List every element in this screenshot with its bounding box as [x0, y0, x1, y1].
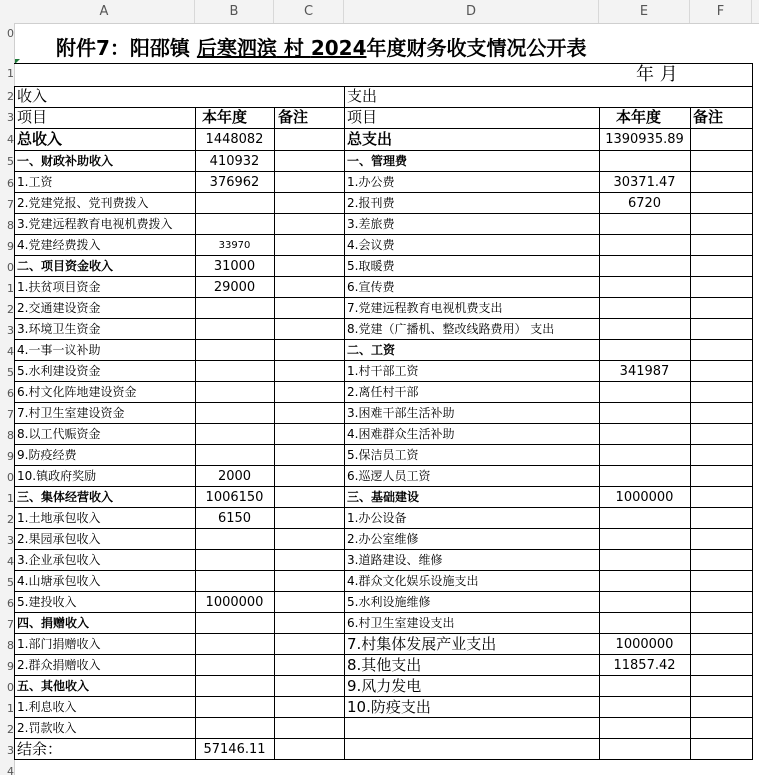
grid-line — [14, 696, 752, 697]
grid-line — [14, 423, 752, 424]
grid-line — [14, 507, 752, 508]
row-number[interactable]: 9 — [7, 450, 14, 463]
expense-item-value — [599, 277, 690, 298]
expense-item-value — [599, 676, 690, 697]
income-item-label: 9.防疫经费 — [17, 448, 77, 462]
grid-line — [14, 612, 752, 613]
row-number[interactable]: 3 — [7, 324, 14, 337]
row-number[interactable]: 1 — [7, 702, 14, 715]
spreadsheet-grid[interactable] — [14, 23, 759, 775]
expense-item-label: 7.村集体发展产业支出 — [347, 635, 497, 653]
income-item-value — [195, 340, 274, 361]
expense-item-label: 6.宣传费 — [347, 280, 395, 294]
income-item-value: 2000 — [217, 469, 252, 484]
expense-item-label — [344, 718, 599, 739]
row-number[interactable]: 7 — [7, 198, 14, 211]
grid-line — [14, 381, 752, 382]
expense-item-value: 6720 — [627, 196, 662, 211]
income-item-value: 376962 — [209, 175, 260, 190]
grid-line — [14, 633, 752, 634]
total-income-value: 1448082 — [205, 132, 264, 147]
expense-item-value — [599, 424, 690, 445]
grid-line — [14, 276, 752, 277]
income-item-value — [195, 298, 274, 319]
income-item-label: 4.山塘承包收入 — [17, 574, 101, 588]
expense-item-value — [599, 697, 690, 718]
income-item-label: 5.建投收入 — [17, 595, 77, 609]
grid-line — [599, 107, 600, 760]
grid-line — [14, 150, 752, 151]
row-number[interactable]: 5 — [7, 366, 14, 379]
expense-item-value — [599, 571, 690, 592]
row-number[interactable]: 6 — [7, 177, 14, 190]
income-item-value: 33970 — [218, 240, 251, 251]
expense-item-label: 6.巡逻人员工资 — [347, 469, 431, 483]
expense-item-value — [599, 403, 690, 424]
grid-line — [274, 107, 275, 760]
expense-item-value — [599, 340, 690, 361]
grid-line — [14, 549, 752, 550]
income-item-value — [195, 655, 274, 676]
expense-item-label: 3.困难干部生活补助 — [347, 406, 455, 420]
expense-item-value — [599, 151, 690, 172]
income-item-label: 5.水利建设资金 — [17, 364, 101, 378]
income-item-value — [195, 571, 274, 592]
grid-line — [14, 192, 752, 193]
expense-item-value — [599, 256, 690, 277]
income-item-label: 2.群众捐赠收入 — [17, 658, 101, 672]
row-number[interactable]: 3 — [7, 534, 14, 547]
expense-item-value — [599, 214, 690, 235]
expense-item-value: 1000000 — [615, 637, 674, 652]
income-item-label: 1.利息收入 — [17, 700, 77, 714]
expense-item-label: 9.风力发电 — [347, 677, 422, 695]
income-item-value — [195, 424, 274, 445]
grid-line — [14, 360, 752, 361]
income-item-label: 8.以工代赈资金 — [17, 427, 101, 441]
income-item-value — [195, 676, 274, 697]
income-item-label: 2.党建党报、党刊费拨入 — [17, 196, 149, 210]
grid-line — [14, 339, 752, 340]
column-header-bar — [0, 0, 759, 24]
income-item-header: 项目 — [17, 108, 48, 126]
expense-item-label: 3.道路建设、维修 — [347, 553, 443, 567]
income-item-value — [195, 634, 274, 655]
grid-line — [690, 107, 691, 760]
row-number[interactable]: 8 — [7, 429, 14, 442]
grid-line — [14, 654, 752, 655]
grid-line — [14, 86, 15, 760]
expense-item-label: 7.党建远程教育电视机费支出 — [347, 301, 503, 315]
grid-line — [14, 486, 752, 487]
row-number[interactable]: 3 — [7, 111, 14, 124]
income-section-label: 收入 — [17, 87, 48, 105]
row-number[interactable]: 4 — [7, 555, 14, 568]
expense-item-value — [599, 739, 690, 760]
expense-item-value — [599, 508, 690, 529]
expense-item-label: 1.办公设备 — [347, 511, 407, 525]
grid-line — [14, 107, 752, 108]
column-header-a[interactable]: A — [14, 0, 195, 23]
income-item-value — [195, 445, 274, 466]
row-number[interactable]: 1 — [7, 67, 14, 80]
income-item-label: 2.罚款收入 — [17, 721, 77, 735]
date-line: 年 月 — [636, 64, 678, 85]
row-number[interactable]: 0 — [7, 681, 14, 694]
income-item-label: 一、财政补助收入 — [17, 154, 114, 168]
income-item-label: 4.党建经费拨入 — [17, 238, 101, 252]
income-item-value: 6150 — [217, 511, 252, 526]
expense-item-value — [599, 466, 690, 487]
grid-line — [14, 128, 752, 129]
income-item-value — [195, 214, 274, 235]
expense-item-label: 二、工资 — [347, 343, 396, 357]
expense-item-label: 10.防疫支出 — [347, 698, 431, 716]
expense-item-label: 2.办公室维修 — [347, 532, 419, 546]
income-item-label: 1.工资 — [17, 175, 53, 189]
expense-item-value: 30371.47 — [613, 175, 676, 190]
income-item-label: 结余： — [17, 740, 63, 758]
row-number[interactable]: 4 — [7, 133, 14, 146]
total-expense-label: 总支出 — [347, 130, 393, 148]
row-number[interactable]: 5 — [7, 155, 14, 168]
income-item-label: 1.扶贫项目资金 — [17, 280, 101, 294]
income-item-value — [195, 382, 274, 403]
row-number[interactable]: 2 — [7, 303, 14, 316]
expense-item-label: 5.水利设施维修 — [347, 595, 431, 609]
grid-line — [14, 402, 752, 403]
row-number[interactable]: 0 — [7, 471, 14, 484]
grid-line — [14, 675, 752, 676]
income-item-value: 29000 — [213, 280, 256, 295]
income-item-value: 1006150 — [205, 490, 264, 505]
grid-line — [14, 570, 752, 571]
income-item-label: 三、集体经营收入 — [17, 490, 114, 504]
grid-line — [752, 63, 753, 760]
row-number[interactable]: 1 — [7, 492, 14, 505]
income-item-value — [195, 613, 274, 634]
expense-item-value — [599, 298, 690, 319]
expense-item-header: 项目 — [347, 108, 378, 126]
row-number[interactable]: 8 — [7, 639, 14, 652]
grid-line — [14, 738, 752, 739]
income-item-label: 6.村文化阵地建设资金 — [17, 385, 137, 399]
income-item-value — [195, 403, 274, 424]
row-number[interactable]: 6 — [7, 387, 14, 400]
expense-item-value: 341987 — [619, 364, 670, 379]
income-item-label: 二、项目资金收入 — [17, 259, 114, 273]
expense-item-label: 6.村卫生室建设支出 — [347, 616, 455, 630]
income-item-value — [195, 193, 274, 214]
income-item-value: 410932 — [209, 154, 260, 169]
income-item-label: 四、捐赠收入 — [17, 616, 90, 630]
income-item-label: 1.部门捐赠收入 — [17, 637, 101, 651]
income-item-label: 4.一事一议补助 — [17, 343, 101, 357]
expense-current-year-header: 本年度 — [616, 108, 662, 126]
grid-line — [195, 107, 196, 760]
grid-line — [14, 86, 752, 87]
row-number[interactable]: 4 — [7, 765, 14, 775]
income-item-label: 1.土地承包收入 — [17, 511, 101, 525]
income-item-label: 7.村卫生室建设资金 — [17, 406, 125, 420]
row-number[interactable]: 5 — [7, 576, 14, 589]
grid-line — [14, 297, 752, 298]
income-item-value: 57146.11 — [203, 742, 266, 757]
expense-item-value — [599, 382, 690, 403]
income-item-value — [195, 550, 274, 571]
grid-line — [14, 759, 752, 760]
expense-item-label: 一、管理费 — [347, 154, 408, 168]
row-number[interactable]: 7 — [7, 408, 14, 421]
income-item-value — [195, 697, 274, 718]
expense-item-label: 1.村干部工资 — [347, 364, 419, 378]
grid-line — [14, 213, 752, 214]
column-header-c[interactable]: C — [274, 0, 344, 23]
expense-item-label: 4.群众文化娱乐设施支出 — [347, 574, 479, 588]
income-item-label: 3.党建远程教育电视机费拨入 — [17, 217, 173, 231]
expense-item-value — [599, 592, 690, 613]
expense-item-label: 4.困难群众生活补助 — [347, 427, 455, 441]
row-number[interactable]: 7 — [7, 618, 14, 631]
grid-line — [14, 528, 752, 529]
total-expense-value: 1390935.89 — [605, 132, 684, 147]
row-number[interactable]: 6 — [7, 597, 14, 610]
column-header-e[interactable]: E — [599, 0, 690, 23]
grid-line — [14, 63, 752, 64]
expense-item-value — [599, 529, 690, 550]
income-item-value — [195, 718, 274, 739]
expense-item-label: 8.党建（广播机、整改线路费用） 支出 — [347, 322, 555, 336]
row-number[interactable]: 9 — [7, 240, 14, 253]
expense-item-value: 11857.42 — [613, 658, 676, 673]
row-number[interactable]: 2 — [7, 513, 14, 526]
expense-section-label: 支出 — [347, 87, 378, 105]
income-item-value — [195, 529, 274, 550]
row-number[interactable]: 0 — [7, 27, 14, 40]
row-header-bar — [0, 23, 15, 775]
expense-item-value — [599, 613, 690, 634]
expense-item-value — [599, 445, 690, 466]
row-number[interactable]: 4 — [7, 345, 14, 358]
income-remark-header: 备注 — [278, 108, 309, 126]
grid-line — [14, 234, 752, 235]
column-header-f[interactable]: F — [690, 0, 752, 23]
row-number[interactable]: 9 — [7, 660, 14, 673]
income-item-value — [195, 319, 274, 340]
expense-item-value: 1000000 — [615, 490, 674, 505]
income-item-value — [195, 361, 274, 382]
total-income-label: 总收入 — [17, 130, 63, 148]
income-item-label: 五、其他收入 — [17, 679, 90, 693]
expense-item-label: 1.办公费 — [347, 175, 395, 189]
grid-line — [14, 591, 752, 592]
income-item-value: 1000000 — [205, 595, 264, 610]
income-item-label: 3.企业承包收入 — [17, 553, 101, 567]
expense-item-label: 5.保洁员工资 — [347, 448, 419, 462]
grid-line — [14, 465, 752, 466]
expense-item-label: 2.报刊费 — [347, 196, 395, 210]
row-number[interactable]: 2 — [7, 723, 14, 736]
expense-item-label — [344, 739, 599, 760]
income-item-label: 10.镇政府奖励 — [17, 469, 97, 483]
table-title: 附件7：阳邵镇 后寒泗滨 村 2024年度财务收支情况公开表 — [56, 36, 587, 60]
expense-item-label: 2.离任村干部 — [347, 385, 419, 399]
grid-line — [14, 171, 752, 172]
income-item-label: 2.交通建设资金 — [17, 301, 101, 315]
expense-item-label: 4.会议费 — [347, 238, 395, 252]
expense-item-value — [599, 718, 690, 739]
column-header-b[interactable]: B — [195, 0, 274, 23]
row-number[interactable]: 0 — [7, 261, 14, 274]
expense-item-value — [599, 235, 690, 256]
expense-item-label: 三、基础建设 — [347, 490, 420, 504]
grid-line — [344, 86, 345, 760]
expense-remark-header: 备注 — [693, 108, 724, 126]
row-number[interactable]: 3 — [7, 744, 14, 757]
row-number[interactable]: 1 — [7, 282, 14, 295]
grid-line — [14, 717, 752, 718]
income-item-label: 3.环境卫生资金 — [17, 322, 101, 336]
grid-line — [14, 444, 752, 445]
row-number[interactable]: 8 — [7, 219, 14, 232]
expense-item-value — [599, 319, 690, 340]
expense-item-label: 8.其他支出 — [347, 656, 422, 674]
expense-item-label: 5.取暖费 — [347, 259, 395, 273]
row-number[interactable]: 2 — [7, 90, 14, 103]
column-header-d[interactable]: D — [344, 0, 599, 23]
grid-line — [14, 255, 752, 256]
expense-item-label: 3.差旅费 — [347, 217, 395, 231]
income-current-year-header: 本年度 — [202, 108, 248, 126]
expense-item-value — [599, 550, 690, 571]
income-item-label: 2.果园承包收入 — [17, 532, 101, 546]
grid-line — [14, 318, 752, 319]
income-item-value: 31000 — [213, 259, 256, 274]
